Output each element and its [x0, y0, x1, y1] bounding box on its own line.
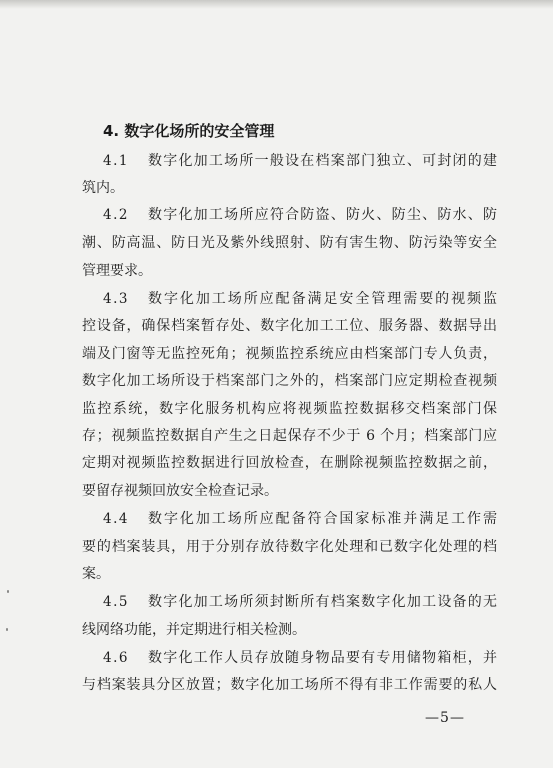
section-heading: 4. 数字化场所的安全管理	[103, 122, 275, 140]
clause-4-4-line: 案。	[82, 566, 110, 582]
scan-edge-shadow	[0, 0, 553, 9]
clause-4-2-line: 潮、防高温、防日光及紫外线照射、防有害生物、防污染等安全	[82, 235, 497, 251]
clause-4-6-number: 4.6	[103, 650, 129, 666]
clause-4-2-line: 数字化加工场所应符合防盗、防火、防尘、防水、防	[148, 207, 497, 223]
clause-4-3-line: 要留存视频回放安全检查记录。	[82, 483, 278, 499]
clause-4-3-line: 定期对视频监控数据进行回放检查，在删除视频监控数据之前，	[82, 455, 497, 471]
clause-4-5-line: 数字化加工场所须封断所有档案数字化加工设备的无	[148, 594, 497, 610]
clause-4-6-line: 数字化工作人员存放随身物品要有专用储物箱柜，并	[148, 650, 497, 666]
clause-4-1-number: 4.1	[103, 153, 129, 169]
clause-4-5-line: 线网络功能，并定期进行相关检测。	[82, 622, 306, 638]
clause-4-3-line: 数字化加工场所设于档案部门之外的，档案部门应定期检查视频	[82, 373, 497, 389]
clause-4-4-line: 数字化加工场所应配备符合国家标准并满足工作需	[148, 511, 497, 527]
clause-4-5-number: 4.5	[103, 594, 129, 610]
clause-4-3-line: 存；视频监控数据自产生之日起保存不少于 6 个月；档案部门应	[82, 428, 497, 444]
clause-4-4-number: 4.4	[103, 511, 129, 527]
clause-4-3-line: 端及门窗等无监控死角；视频监控系统应由档案部门专人负责，	[82, 346, 497, 362]
clause-4-2-number: 4.2	[103, 207, 129, 223]
clause-4-3-line: 数字化加工场所应配备满足安全管理需要的视频监	[148, 291, 497, 307]
scan-speck	[6, 628, 8, 631]
clause-4-2-line: 管理要求。	[82, 263, 152, 279]
clause-4-3-line: 监控系统，数字化服务机构应将视频监控数据移交档案部门保	[82, 401, 497, 417]
clause-4-6-line: 与档案装具分区放置；数字化加工场所不得有非工作需要的私人	[82, 677, 497, 693]
clause-4-1-line: 数字化加工场所一般设在档案部门独立、可封闭的建	[148, 153, 497, 169]
clause-4-4-line: 要的档案装具，用于分别存放待数字化处理和已数字化处理的档	[82, 539, 497, 555]
clause-4-3-line: 控设备，确保档案暂存处、数字化加工工位、服务器、数据导出	[82, 318, 497, 334]
clause-4-3-number: 4.3	[103, 291, 129, 307]
clause-4-1-line: 筑内。	[82, 180, 124, 196]
scan-speck	[7, 590, 9, 593]
page-number: —5—	[425, 710, 465, 726]
